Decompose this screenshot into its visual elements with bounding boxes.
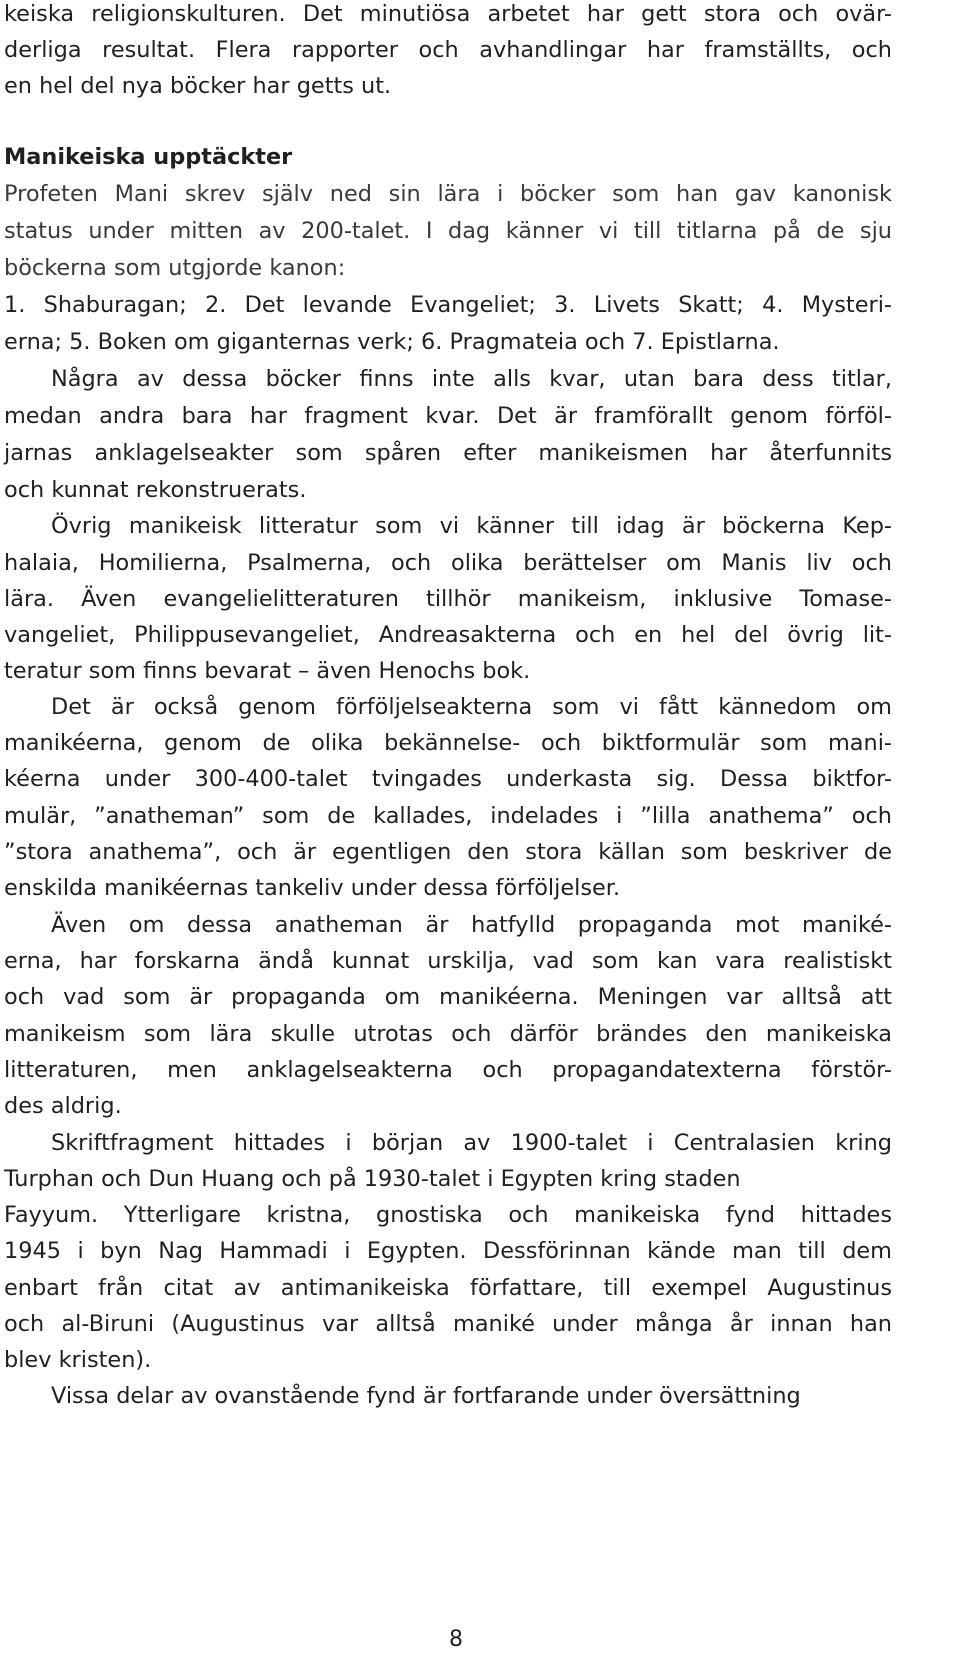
body-line: en hel del nya böcker har getts ut. [4, 73, 392, 99]
body-line: keiska religionskulturen. Det minutiösa arbetet har gett stora och ovär- [4, 1, 892, 27]
body-line: böckerna som utgjorde kanon: [4, 255, 346, 281]
body-line: blev kristen). [4, 1347, 152, 1373]
body-line: medan andra bara har fragment kvar. Det är framförallt genom förföl- [4, 403, 892, 429]
book-list-line: 1. Shaburagan; 2. Det levande Evangeliet; 3. Livets Skatt; 4. Mysteri- [4, 292, 892, 318]
body-line: Det är också genom förföljelseakterna som vi fått kännedom om [51, 694, 892, 720]
body-line: enbart från citat av antimanikeiska författare, till exempel Augustinus [4, 1275, 892, 1301]
section-heading: Manikeiska upptäckter [4, 144, 293, 170]
body-line: manikéerna, genom de olika bekännelse- och biktformulär som mani- [4, 730, 892, 756]
body-line: kéerna under 300-400-talet tvingades underkasta sig. Dessa biktfor- [4, 766, 892, 792]
body-line: Skriftfragment hittades i början av 1900-talet i Centralasien kring [51, 1130, 892, 1156]
body-line: Några av dessa böcker finns inte alls kvar, utan bara dess titlar, [51, 366, 892, 392]
body-line: litteraturen, men anklagelseakterna och propagandatexterna förstör- [4, 1057, 892, 1083]
body-line: lära. Även evangelielitteraturen tillhör manikeism, inklusive Tomase- [4, 586, 892, 612]
body-line: jarnas anklagelseakter som spåren efter manikeismen har återfunnits [4, 440, 892, 466]
body-line: Även om dessa anatheman är hatfylld propaganda mot maniké- [51, 912, 892, 938]
book-list-line: erna; 5. Boken om giganternas verk; 6. Pragmateia och 7. Epistlarna. [4, 329, 780, 355]
body-line: derliga resultat. Flera rapporter och avhandlingar har framställts, och [4, 37, 892, 63]
body-line: status under mitten av 200-talet. I dag känner vi till titlarna på de sju [4, 218, 892, 244]
body-line: Övrig manikeisk litteratur som vi känner till idag är böckerna Kep- [51, 513, 892, 539]
body-line: vangeliet, Philippusevangeliet, Andreasakterna och en hel del övrig lit- [4, 622, 892, 648]
body-line: manikeism som lära skulle utrotas och därför brändes den manikeiska [4, 1021, 892, 1047]
page-number: 8 [449, 1627, 463, 1652]
body-line: teratur som finns bevarat – även Henochs bok. [4, 658, 531, 684]
body-line: erna, har forskarna ändå kunnat urskilja, vad som kan vara realistiskt [4, 948, 892, 974]
body-line: och al-Biruni (Augustinus var alltså maniké under många år innan han [4, 1311, 892, 1337]
body-line: och kunnat rekonstruerats. [4, 477, 307, 503]
body-line: 1945 i byn Nag Hammadi i Egypten. Dessförinnan kände man till dem [4, 1238, 892, 1264]
body-line: Vissa delar av ovanstående fynd är fortfarande under översättning [51, 1383, 801, 1409]
body-line: Turphan och Dun Huang och på 1930-talet i Egypten kring staden [4, 1166, 741, 1192]
body-line: Profeten Mani skrev själv ned sin lära i böcker som han gav kanonisk [4, 181, 892, 207]
body-line: ”stora anathema”, och är egentligen den stora källan som beskriver de [4, 839, 892, 865]
body-line: des aldrig. [4, 1093, 122, 1119]
body-line: mulär, ”anatheman” som de kallades, indelades i ”lilla anathema” och [4, 803, 892, 829]
body-line: Fayyum. Ytterligare kristna, gnostiska och manikeiska fynd hittades [4, 1202, 892, 1228]
body-line: enskilda manikéernas tankeliv under dessa förföljelser. [4, 875, 621, 901]
body-line: halaia, Homilierna, Psalmerna, och olika berättelser om Manis liv och [4, 550, 892, 576]
body-line: och vad som är propaganda om manikéerna. Meningen var alltså att [4, 984, 892, 1010]
